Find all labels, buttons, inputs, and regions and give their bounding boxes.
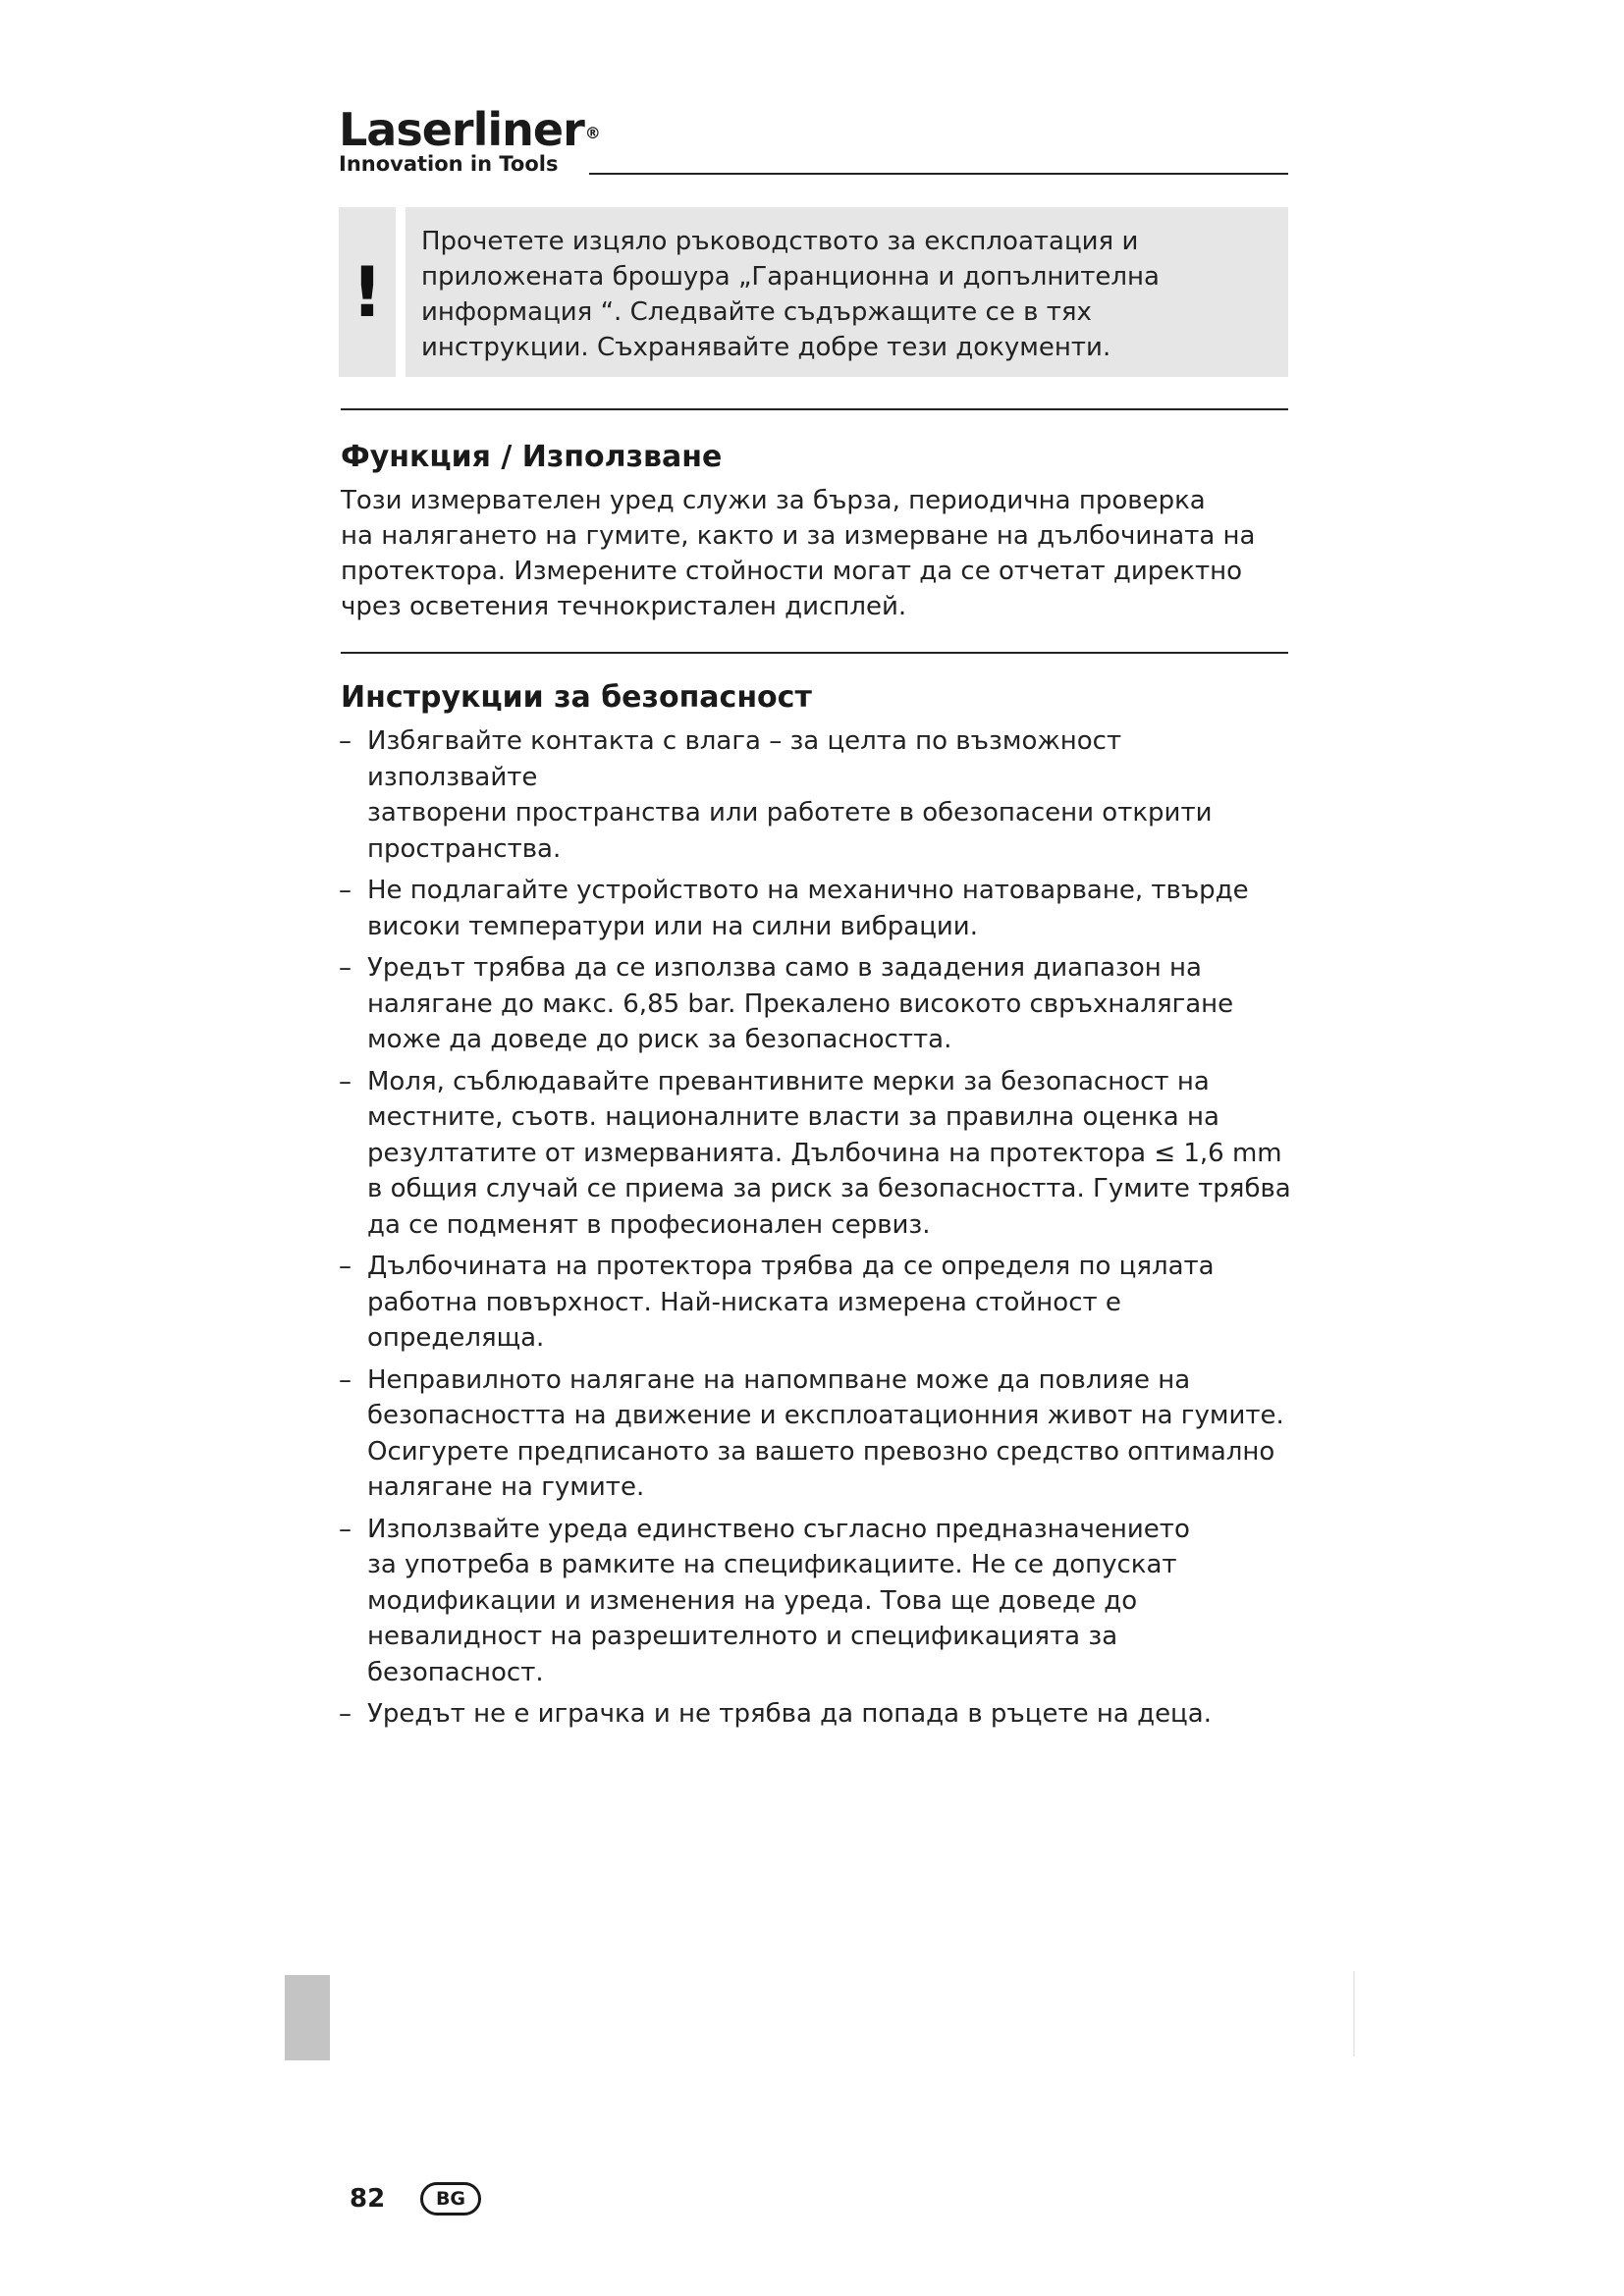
item-line: високи температури или на силни вибрации.	[367, 911, 978, 941]
dash-bullet: –	[339, 1364, 352, 1395]
item-line: безопасността на движение и експлоатационния живот на гумите.	[367, 1401, 1284, 1430]
item-line: невалидност на разрешителното и спецификацията за безопасност.	[367, 1622, 1118, 1687]
language-badge: BG	[420, 2182, 481, 2216]
notice-line: инструкции. Съхранявайте добре тези документи.	[421, 333, 1111, 362]
function-paragraph	[341, 483, 1283, 624]
paragraph-line: протектора. Измерените стойности могат да се отчетат директно	[341, 557, 1242, 586]
safety-heading: Инструкции за безопасност	[341, 680, 812, 715]
dash-bullet: –	[339, 876, 352, 905]
item-line: резултатите от измерванията. Дълбочина на протектора ≤ 1,6 mm	[367, 1138, 1282, 1168]
function-heading: Функция / Използване	[341, 440, 723, 474]
safety-item	[339, 873, 1296, 944]
item-line: определяща.	[367, 1323, 545, 1353]
item-line: налягане на гумите.	[367, 1472, 645, 1502]
dash-bullet: –	[339, 1252, 352, 1281]
item-line: може да доведе до риск за безопасността.	[367, 1025, 952, 1054]
safety-item	[339, 723, 1296, 867]
section-divider	[341, 408, 1288, 410]
safety-item	[339, 1064, 1296, 1244]
item-line: Използвайте уреда единствено съгласно предназначението	[367, 1514, 1190, 1544]
safety-item	[339, 1362, 1296, 1506]
dash-bullet: –	[339, 1699, 352, 1729]
warning-icon: !	[339, 207, 396, 377]
item-line: пространства.	[367, 833, 562, 864]
notice-line: Прочетете изцяло ръководството за експлоатация и	[421, 227, 1139, 256]
side-tab-marker	[285, 1975, 330, 2060]
item-line: Избягвайте контакта с влага – за целта по възможност използвайте	[367, 726, 1122, 792]
registered-mark: ®	[584, 124, 600, 142]
safety-list	[339, 723, 1296, 1738]
dash-bullet: –	[339, 726, 352, 756]
item-line: Не подлагайте устройството на механично натоварване, твърде	[367, 876, 1249, 905]
safety-item	[339, 1249, 1296, 1357]
paragraph-line: на налягането на гумите, както и за измерване на дълбочината на	[341, 521, 1256, 551]
item-line: Уредът трябва да се използва само в зададения диапазон на	[367, 953, 1202, 983]
notice-line: информация “. Следвайте съдържащите се в тях	[421, 297, 1092, 327]
brand-tagline: Innovation in Tools	[339, 152, 559, 176]
header-divider	[589, 173, 1288, 175]
item-line: местните, съотв. националните власти за правилна оценка на	[367, 1102, 1219, 1132]
brand-name: Laserliner®	[339, 103, 600, 156]
item-line: налягане до макс. 6,85 bar. Прекалено високото свръхналягане	[367, 988, 1234, 1019]
paragraph-line: Този измервателен уред служи за бърза, периодична проверка	[341, 486, 1206, 515]
item-line: Неправилното налягане на напомпване може да повлияе на	[367, 1364, 1191, 1395]
safety-item	[339, 950, 1296, 1058]
item-line: за употреба в рамките на спецификациите. Не се допускат	[367, 1550, 1177, 1579]
item-line: работна повърхност. Най-ниската измерена стойност е	[367, 1287, 1121, 1317]
item-line: Уредът не е играчка и не трябва да попада в ръцете на деца.	[367, 1699, 1212, 1729]
item-line: в общия случай се приема за риск за безопасността. Гумите трябва	[367, 1174, 1291, 1203]
item-line: Дълбочината на протектора трябва да се определя по цялата	[367, 1252, 1215, 1281]
item-line: Осигурете предписаното за вашето превозно средство оптимално	[367, 1436, 1275, 1467]
item-line: затворени пространства или работете в обезопасени открити	[367, 798, 1213, 828]
page-number: 82	[350, 2184, 386, 2214]
side-line-marker	[1353, 1971, 1355, 2056]
item-line: Моля, съблюдавайте превантивните мерки за безопасност на	[367, 1066, 1210, 1096]
dash-bullet: –	[339, 1066, 352, 1096]
section-divider	[341, 652, 1288, 654]
notice-line: приложената брошура „Гаранционна и допълнителна	[421, 262, 1160, 292]
dash-bullet: –	[339, 953, 352, 983]
item-line: да се подменят в професионален сервиз.	[367, 1209, 931, 1240]
safety-item	[339, 1512, 1296, 1691]
paragraph-line: чрез осветения течнокристален дисплей.	[341, 592, 907, 621]
dash-bullet: –	[339, 1514, 352, 1544]
item-line: модификации и изменения на уреда. Това ще доведе до	[367, 1585, 1138, 1616]
notice-box	[406, 207, 1288, 377]
brand-logo	[339, 103, 600, 176]
safety-item	[339, 1696, 1296, 1733]
